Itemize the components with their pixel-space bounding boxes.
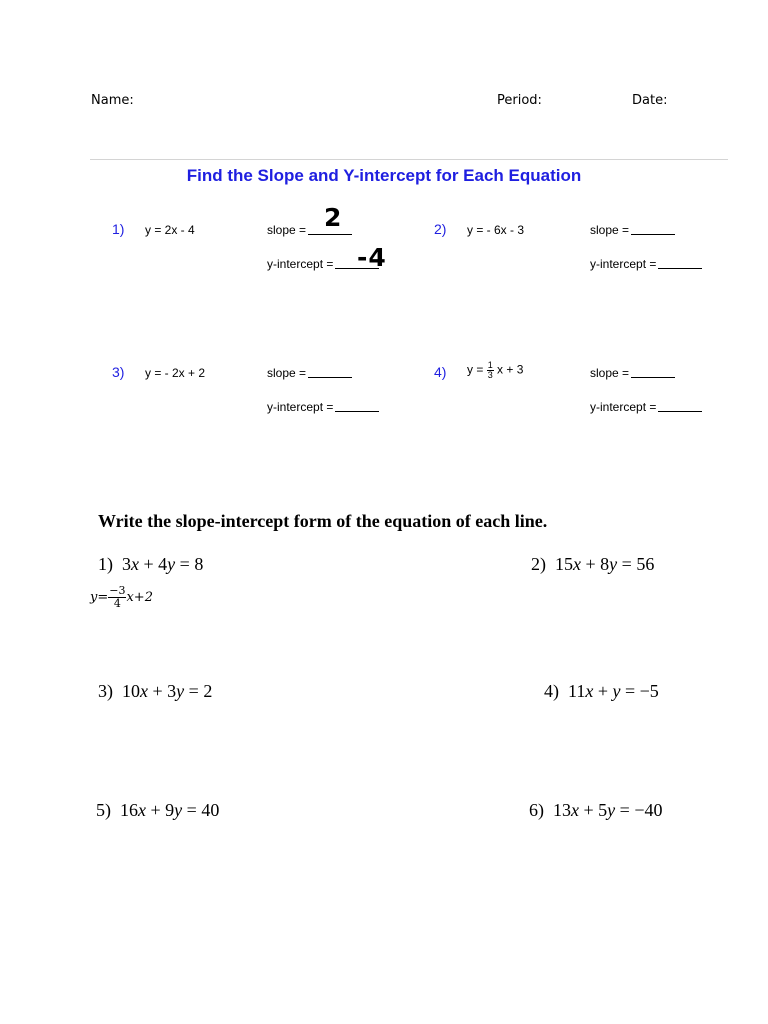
section2-title: Write the slope-intercept form of the equation of each line. <box>98 511 548 531</box>
answer-denominator: 4 <box>113 597 121 610</box>
problem-number: 6) <box>529 800 544 820</box>
coef-x: 13 <box>553 800 571 820</box>
coef-x: 10 <box>122 681 140 701</box>
rhs: 2 <box>203 681 213 701</box>
intercept-blank <box>658 401 702 412</box>
s1-problem-2-intercept <box>590 257 702 271</box>
coef-y: 9 <box>165 800 175 820</box>
s1-problem-1-intercept-answer: -4 <box>357 243 387 272</box>
problem-number: 2) <box>531 554 546 574</box>
s1-problem-3-equation: y = - 2x + 2 <box>145 366 206 380</box>
answer-rest: x+2 <box>126 590 153 605</box>
s1-problem-3-slope <box>267 366 352 380</box>
slope-label: slope = <box>590 223 630 237</box>
slope-blank <box>631 224 675 235</box>
answer-lhs: y= <box>90 590 109 605</box>
coef-x: 11 <box>568 681 586 701</box>
header-divider <box>90 159 728 160</box>
slope-label: slope = <box>267 223 307 237</box>
answer-fraction <box>108 585 126 610</box>
s1-problem-1-slope-answer: 2 <box>324 203 342 232</box>
s1-problem-3-number: 3) <box>112 364 125 380</box>
intercept-blank <box>658 258 702 269</box>
s1-problem-3-intercept <box>267 400 379 414</box>
answer-numerator: −3 <box>109 584 126 597</box>
problem-number: 1) <box>98 554 113 574</box>
s1-problem-2-slope <box>590 223 675 237</box>
date-label: Date: <box>632 93 668 108</box>
problem-number: 5) <box>96 800 111 820</box>
coef-y: 4 <box>158 554 168 574</box>
intercept-label: y-intercept = <box>267 257 334 271</box>
slope-label: slope = <box>267 366 307 380</box>
s2-problem-4: 4) 11x + y = −5 <box>544 681 659 701</box>
coef-y: 5 <box>598 800 608 820</box>
section1-title: Find the Slope and Y-intercept for Each Equation <box>186 166 582 185</box>
eq-prefix: y = <box>467 362 484 377</box>
s2-problem-6: 6) 13x + 5y = −40 <box>529 800 663 820</box>
intercept-label: y-intercept = <box>267 400 334 414</box>
intercept-blank <box>335 401 379 412</box>
coef-x: 3 <box>122 554 131 574</box>
problem-number: 4) <box>544 681 559 701</box>
s2-problem-2: 2) 15x + 8y = 56 <box>531 554 655 574</box>
fraction <box>487 361 494 380</box>
s1-problem-4-slope <box>590 366 675 380</box>
s1-problem-2-number: 2) <box>434 221 447 237</box>
fraction-numerator: 1 <box>487 360 493 370</box>
coef-y: 8 <box>600 554 610 574</box>
eq-suffix: x + 3 <box>497 362 524 377</box>
s2-problem-5: 5) 16x + 9y = 40 <box>96 800 220 820</box>
rhs: −40 <box>634 800 663 820</box>
period-label: Period: <box>497 93 542 108</box>
s1-problem-2-equation: y = - 6x - 3 <box>467 223 525 237</box>
coef-x: 16 <box>120 800 138 820</box>
intercept-label: y-intercept = <box>590 257 657 271</box>
s2-problem-3: 3) 10x + 3y = 2 <box>98 681 213 701</box>
rhs: −5 <box>639 681 659 701</box>
s1-problem-4-number: 4) <box>434 364 447 380</box>
rhs: 56 <box>636 554 655 574</box>
s1-problem-1-equation: y = 2x - 4 <box>145 223 195 237</box>
intercept-label: y-intercept = <box>590 400 657 414</box>
problem-number: 3) <box>98 681 113 701</box>
coef-y: 3 <box>167 681 177 701</box>
slope-blank <box>308 367 352 378</box>
s1-problem-1-number: 1) <box>112 221 125 237</box>
fraction-denominator: 3 <box>487 370 493 380</box>
s1-problem-4-equation <box>467 361 523 380</box>
rhs: 8 <box>194 554 204 574</box>
s2-problem-1: 1) 3x + 4y = 8 <box>98 554 204 574</box>
slope-label: slope = <box>590 366 630 380</box>
coef-x: 15 <box>555 554 573 574</box>
s1-problem-4-intercept <box>590 400 702 414</box>
rhs: 40 <box>201 800 220 820</box>
s2-answer-1 <box>90 585 153 610</box>
slope-blank <box>631 367 675 378</box>
name-label: Name: <box>91 93 134 108</box>
